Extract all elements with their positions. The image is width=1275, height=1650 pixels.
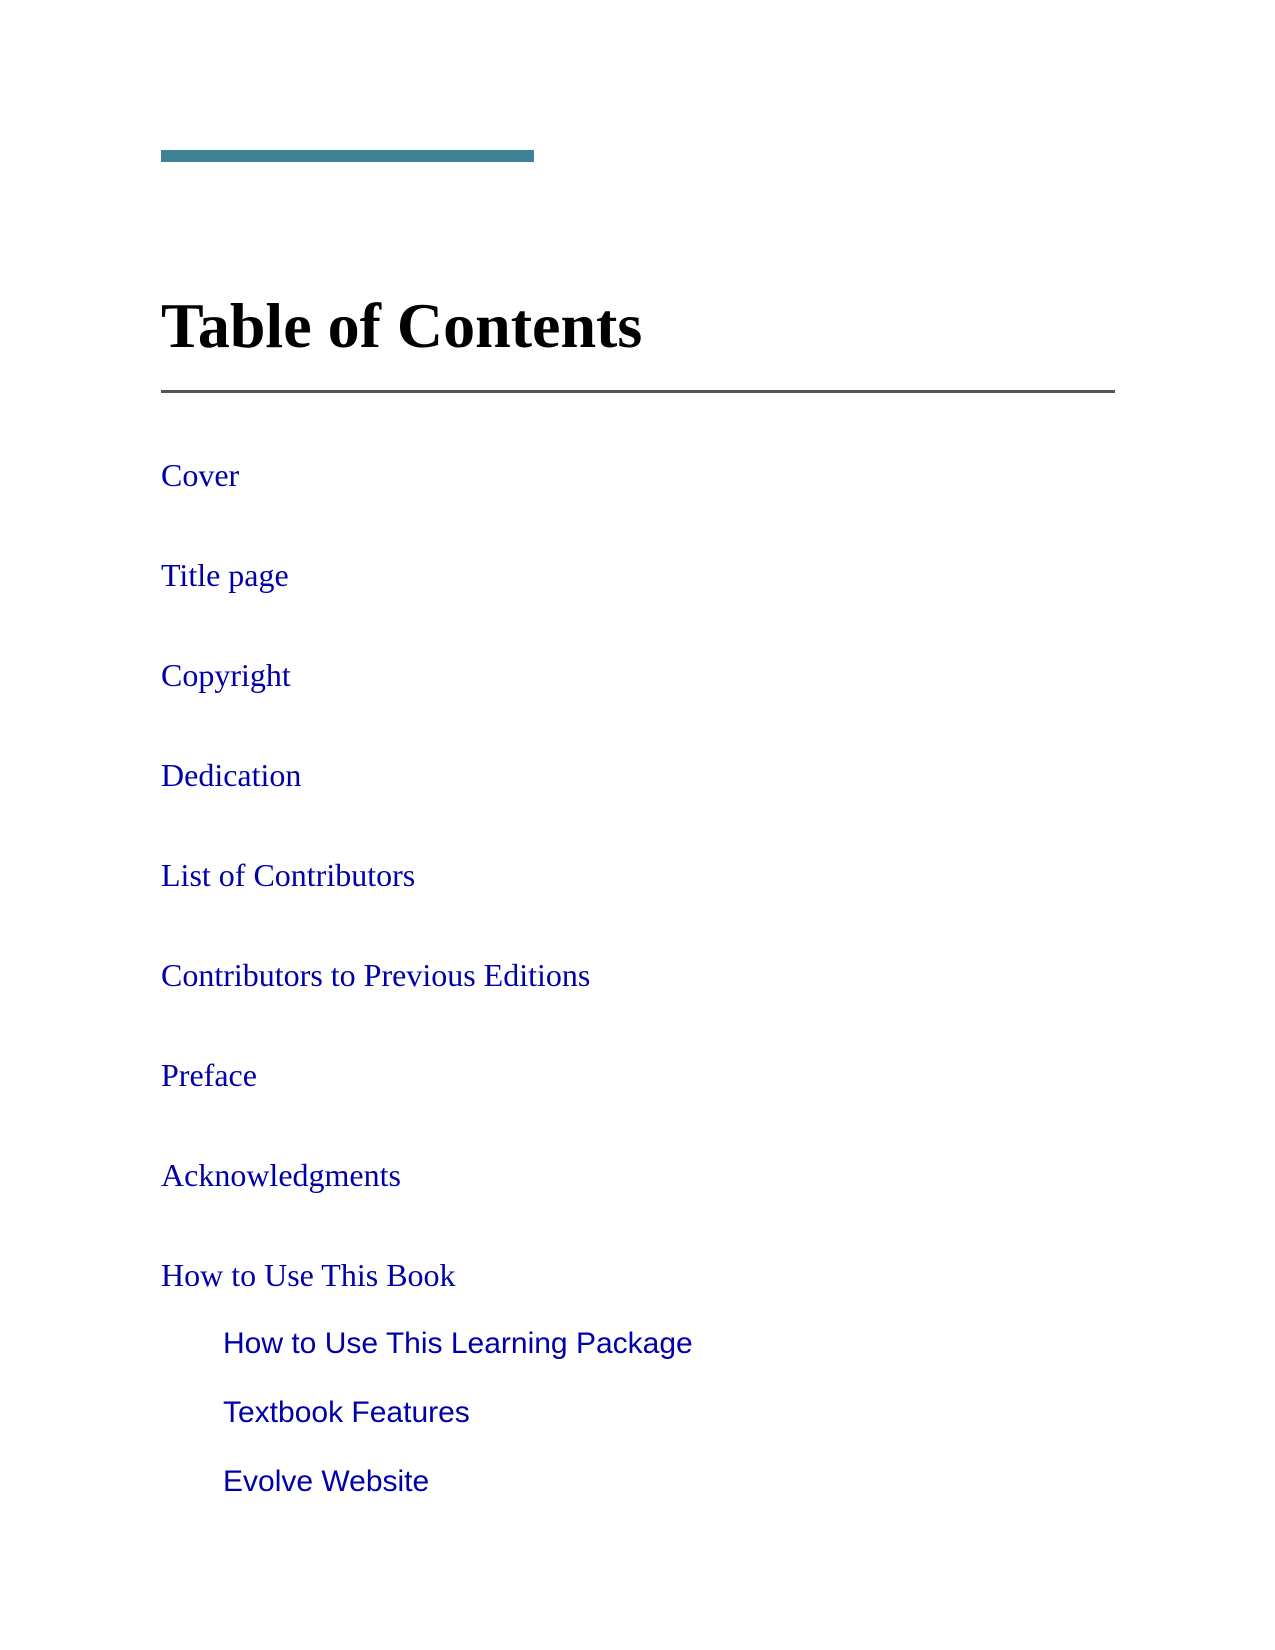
accent-bar xyxy=(161,150,534,162)
toc-link-dedication[interactable]: Dedication xyxy=(161,757,302,793)
toc-link-copyright[interactable]: Copyright xyxy=(161,657,291,693)
title-divider xyxy=(161,390,1115,393)
toc-link-title-page[interactable]: Title page xyxy=(161,557,289,593)
toc-link-acknowledgments[interactable]: Acknowledgments xyxy=(161,1157,401,1193)
toc-link-evolve-website[interactable]: Evolve Website xyxy=(223,1465,430,1498)
toc-link-list-of-contributors[interactable]: List of Contributors xyxy=(161,857,416,893)
toc-link-how-to-use-this-book[interactable]: How to Use This Book xyxy=(161,1257,456,1293)
toc-link-textbook-features[interactable]: Textbook Features xyxy=(223,1396,470,1429)
toc-link-preface[interactable]: Preface xyxy=(161,1057,257,1093)
page-title: Table of Contents xyxy=(161,290,643,361)
toc-link-how-to-use-learning-package[interactable]: How to Use This Learning Package xyxy=(223,1327,693,1360)
toc-link-cover[interactable]: Cover xyxy=(161,457,240,493)
toc-link-contributors-previous-editions[interactable]: Contributors to Previous Editions xyxy=(161,957,591,993)
